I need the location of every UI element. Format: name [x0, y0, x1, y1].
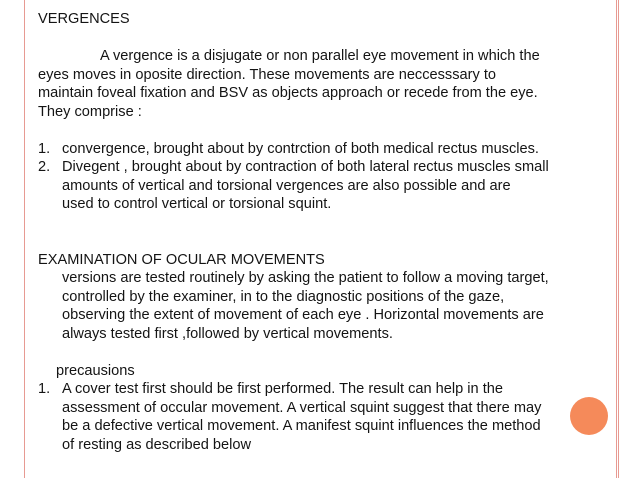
intro-line: maintain foveal fixation and BSV as objects approach or recede from the eye.: [38, 85, 538, 101]
list-number: 2.: [38, 159, 51, 175]
exam-line: controlled by the examiner, in to the diagnostic positions of the gaze,: [62, 288, 505, 305]
intro-line: eyes moves in oposite direction. These movements are neccesssary to: [38, 66, 497, 83]
left-border-line: [24, 0, 25, 478]
list-text-continued: assessment of occular movement. A vertical squint suggest that there may: [62, 399, 542, 416]
list-text-continued: used to control vertical or torsional squint.: [62, 196, 332, 212]
list-text: A cover test first should be first performed. The result can help in the: [62, 381, 504, 397]
intro-line: They comprise :: [38, 103, 142, 120]
list-text-continued: amounts of vertical and torsional vergences are also possible and are: [62, 177, 511, 194]
precautions-label: precausions: [56, 362, 135, 379]
list-number: 1.: [38, 140, 51, 157]
list-text: convergence, brought about by contrction of both medical rectus muscles.: [62, 140, 539, 157]
exam-line: observing the extent of movement of each eye . Horizontal movements are: [62, 307, 544, 323]
list-text: Divegent , brought about by contraction of both lateral rectus muscles small: [62, 159, 549, 175]
list-text-continued: be a defective vertical movement. A manifest squint influences the method: [62, 418, 541, 434]
list-item-cover-test: [38, 380, 598, 399]
exam-line: always tested first ,followed by vertical movements.: [62, 325, 393, 342]
exam-line: versions are tested routinely by asking the patient to follow a moving target,: [62, 270, 549, 286]
heading-vergences: VERGENCES: [38, 11, 130, 27]
slide-content: [38, 10, 598, 454]
list-number: 1.: [38, 381, 51, 397]
list-item-convergence: [38, 140, 598, 159]
heading-examination: EXAMINATION OF OCULAR MOVEMENTS: [38, 251, 325, 268]
intro-line: A vergence is a disjugate or non parallel eye movement in which the: [100, 48, 540, 64]
list-text-continued: of resting as described below: [62, 436, 252, 453]
list-item-divergent: [38, 158, 598, 177]
right-border-lines: [616, 0, 619, 478]
